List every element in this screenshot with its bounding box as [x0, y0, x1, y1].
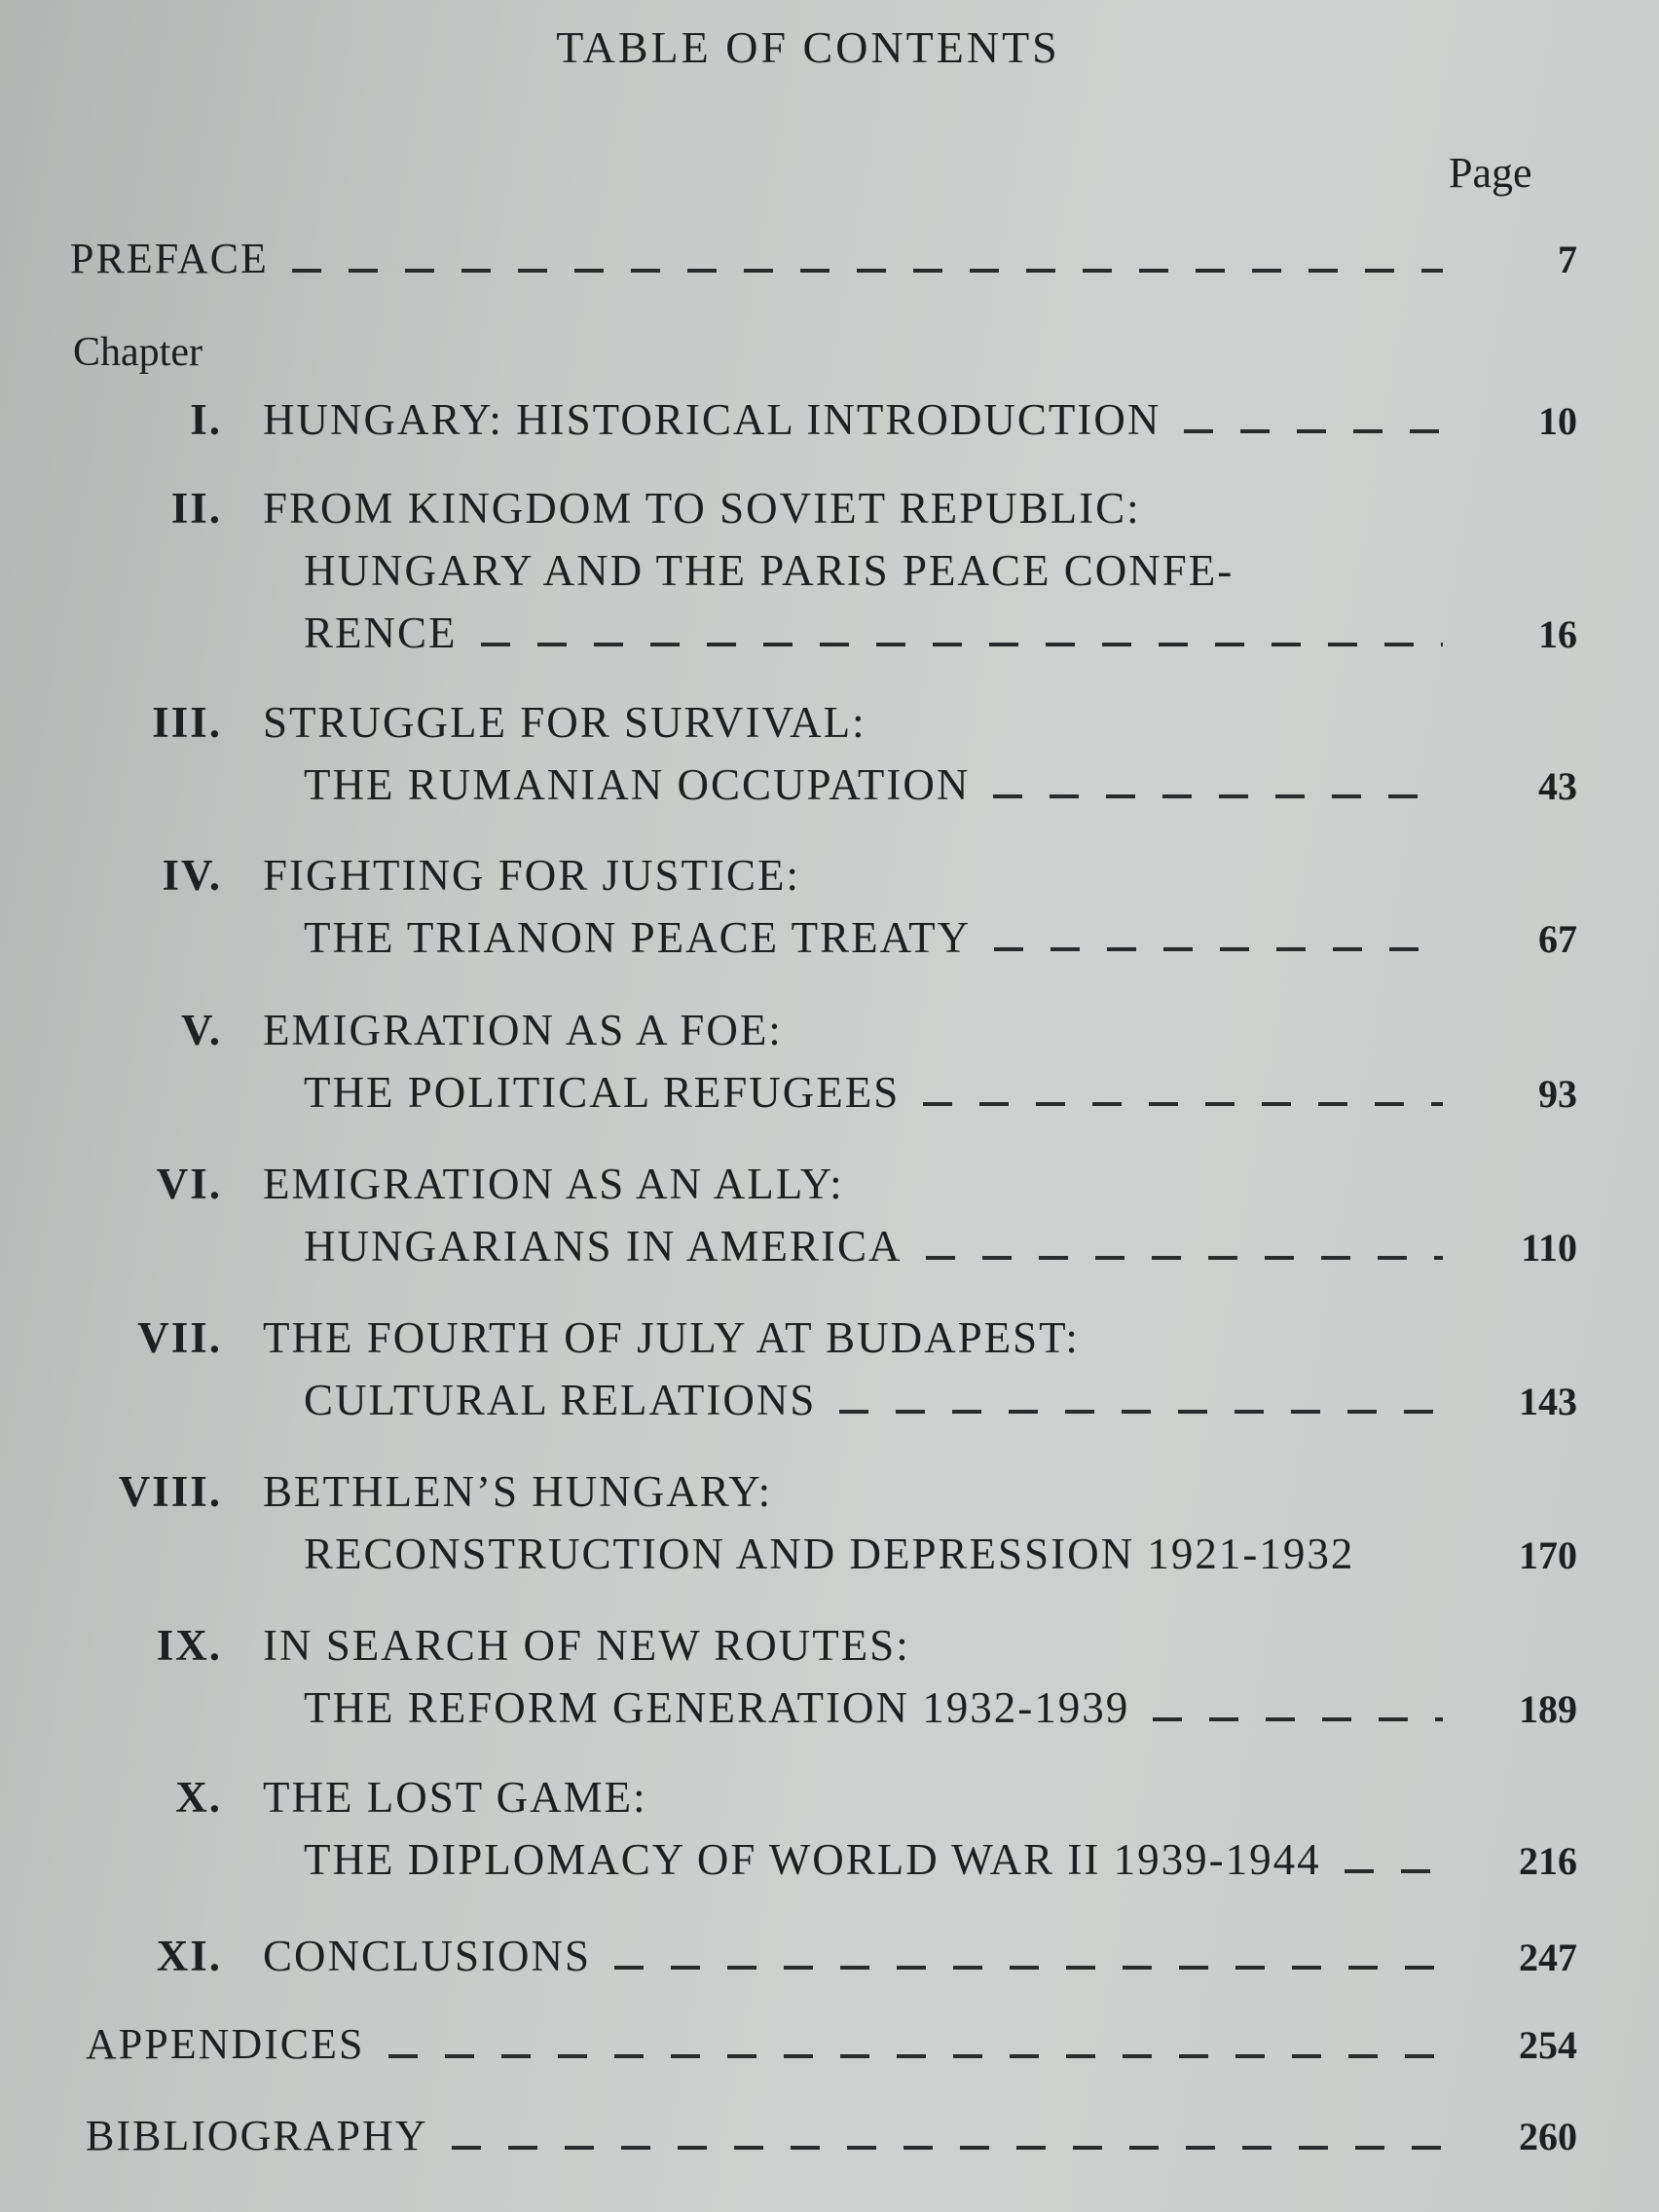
toc-entry-appendices [0, 2019, 1659, 2082]
toc-entry-chapter-4 [0, 850, 1659, 975]
dash-leader [926, 1256, 1443, 1260]
toc-entry-preface [0, 234, 1659, 296]
chapter-title-line: CULTURAL RELATIONS [304, 1376, 817, 1424]
page-number: 260 [1519, 2115, 1577, 2158]
dash-leader [839, 1410, 1443, 1414]
chapter-number: IX. [156, 1621, 222, 1670]
page-number: 170 [1519, 1533, 1577, 1577]
toc-entry-chapter-5 [0, 1005, 1659, 1129]
dash-leader [614, 1966, 1443, 1970]
page-number: 43 [1538, 764, 1577, 808]
toc-entry-chapter-9 [0, 1620, 1659, 1745]
chapter-title-line: THE POLITICAL REFUGEES [304, 1068, 901, 1117]
page-number: 93 [1538, 1072, 1577, 1116]
chapter-title-line: THE TRIANON PEACE TREATY [304, 913, 972, 962]
entry-title: BIBLIOGRAPHY [86, 2112, 428, 2159]
chapter-number: XI. [156, 1932, 222, 1980]
chapter-number: VII. [137, 1313, 222, 1362]
dash-leader [923, 1102, 1443, 1106]
toc-entry-chapter-11 [0, 1931, 1659, 1993]
chapter-number: I. [190, 395, 222, 444]
chapter-title-line: THE DIPLOMACY OF WORLD WAR II 1939-1944 [304, 1835, 1321, 1884]
dash-leader [388, 2054, 1444, 2058]
chapter-number: VI. [156, 1160, 222, 1208]
chapter-title-line: RECONSTRUCTION AND DEPRESSION 1921-1932 [304, 1530, 1355, 1578]
page-number: 16 [1538, 612, 1577, 656]
page-column-label: Page [1449, 149, 1532, 197]
chapter-title-line: EMIGRATION AS AN ALLY: [263, 1160, 844, 1208]
chapter-title-line: THE LOST GAME: [263, 1773, 647, 1822]
entry-title: APPENDICES [86, 2020, 365, 2068]
page-number: 189 [1519, 1687, 1577, 1731]
page-number: 216 [1519, 1839, 1577, 1883]
dash-leader [481, 643, 1443, 646]
chapter-title-line: HUNGARY: HISTORICAL INTRODUCTION [263, 395, 1161, 444]
chapter-number: VIII. [118, 1467, 222, 1516]
dash-leader [292, 269, 1443, 273]
chapter-title-line: HUNGARIANS IN AMERICA [304, 1222, 903, 1271]
chapter-title-line: HUNGARY AND THE PARIS PEACE CONFE- [304, 546, 1235, 595]
chapter-title-line: EMIGRATION AS A FOE: [263, 1006, 783, 1054]
chapter-title-line: RENCE [304, 608, 458, 657]
dash-leader [1345, 1869, 1443, 1873]
toc-entry-chapter-8 [0, 1466, 1659, 1591]
chapter-number: X. [175, 1773, 222, 1822]
chapter-title-line: CONCLUSIONS [263, 1932, 592, 1980]
dash-leader [1153, 1717, 1443, 1721]
toc-entry-chapter-2 [0, 483, 1659, 670]
chapter-number: V. [181, 1006, 222, 1054]
entry-title: PREFACE [70, 235, 269, 282]
toc-entry-chapter-7 [0, 1312, 1659, 1437]
chapter-title-line: BETHLEN’S HUNGARY: [263, 1467, 773, 1516]
page-number: 10 [1538, 399, 1577, 443]
chapter-title-line: THE FOURTH OF JULY AT BUDAPEST: [263, 1313, 1080, 1362]
chapter-title-line: IN SEARCH OF NEW ROUTES: [263, 1621, 910, 1670]
chapter-title-line: THE RUMANIAN OCCUPATION [304, 760, 971, 809]
dash-leader [994, 947, 1443, 951]
chapter-title-line: STRUGGLE FOR SURVIVAL: [263, 698, 866, 747]
page-number: 143 [1519, 1380, 1577, 1423]
toc-entry-chapter-3 [0, 697, 1659, 822]
chapter-label: Chapter [73, 330, 203, 375]
page-number: 110 [1521, 1226, 1577, 1270]
page-number: 247 [1519, 1936, 1577, 1979]
chapter-number: III. [152, 698, 222, 747]
page-number: 67 [1538, 917, 1577, 961]
chapter-title-line: THE REFORM GENERATION 1932-1939 [304, 1683, 1130, 1732]
chapter-title-line: FROM KINGDOM TO SOVIET REPUBLIC: [263, 484, 1141, 533]
chapter-title-line: FIGHTING FOR JUSTICE: [263, 851, 801, 900]
page-title: TABLE OF CONTENTS [556, 22, 1060, 72]
toc-entry-chapter-1 [0, 394, 1659, 457]
page-number: 7 [1558, 238, 1577, 281]
toc-entry-bibliography [0, 2111, 1659, 2173]
dash-leader [1184, 429, 1443, 433]
toc-entry-chapter-6 [0, 1159, 1659, 1283]
toc-entry-chapter-10 [0, 1772, 1659, 1897]
dash-leader [993, 794, 1443, 798]
dash-leader [452, 2146, 1443, 2150]
page-number: 254 [1519, 2023, 1577, 2067]
chapter-number: IV. [162, 851, 222, 900]
chapter-number: II. [170, 484, 222, 533]
